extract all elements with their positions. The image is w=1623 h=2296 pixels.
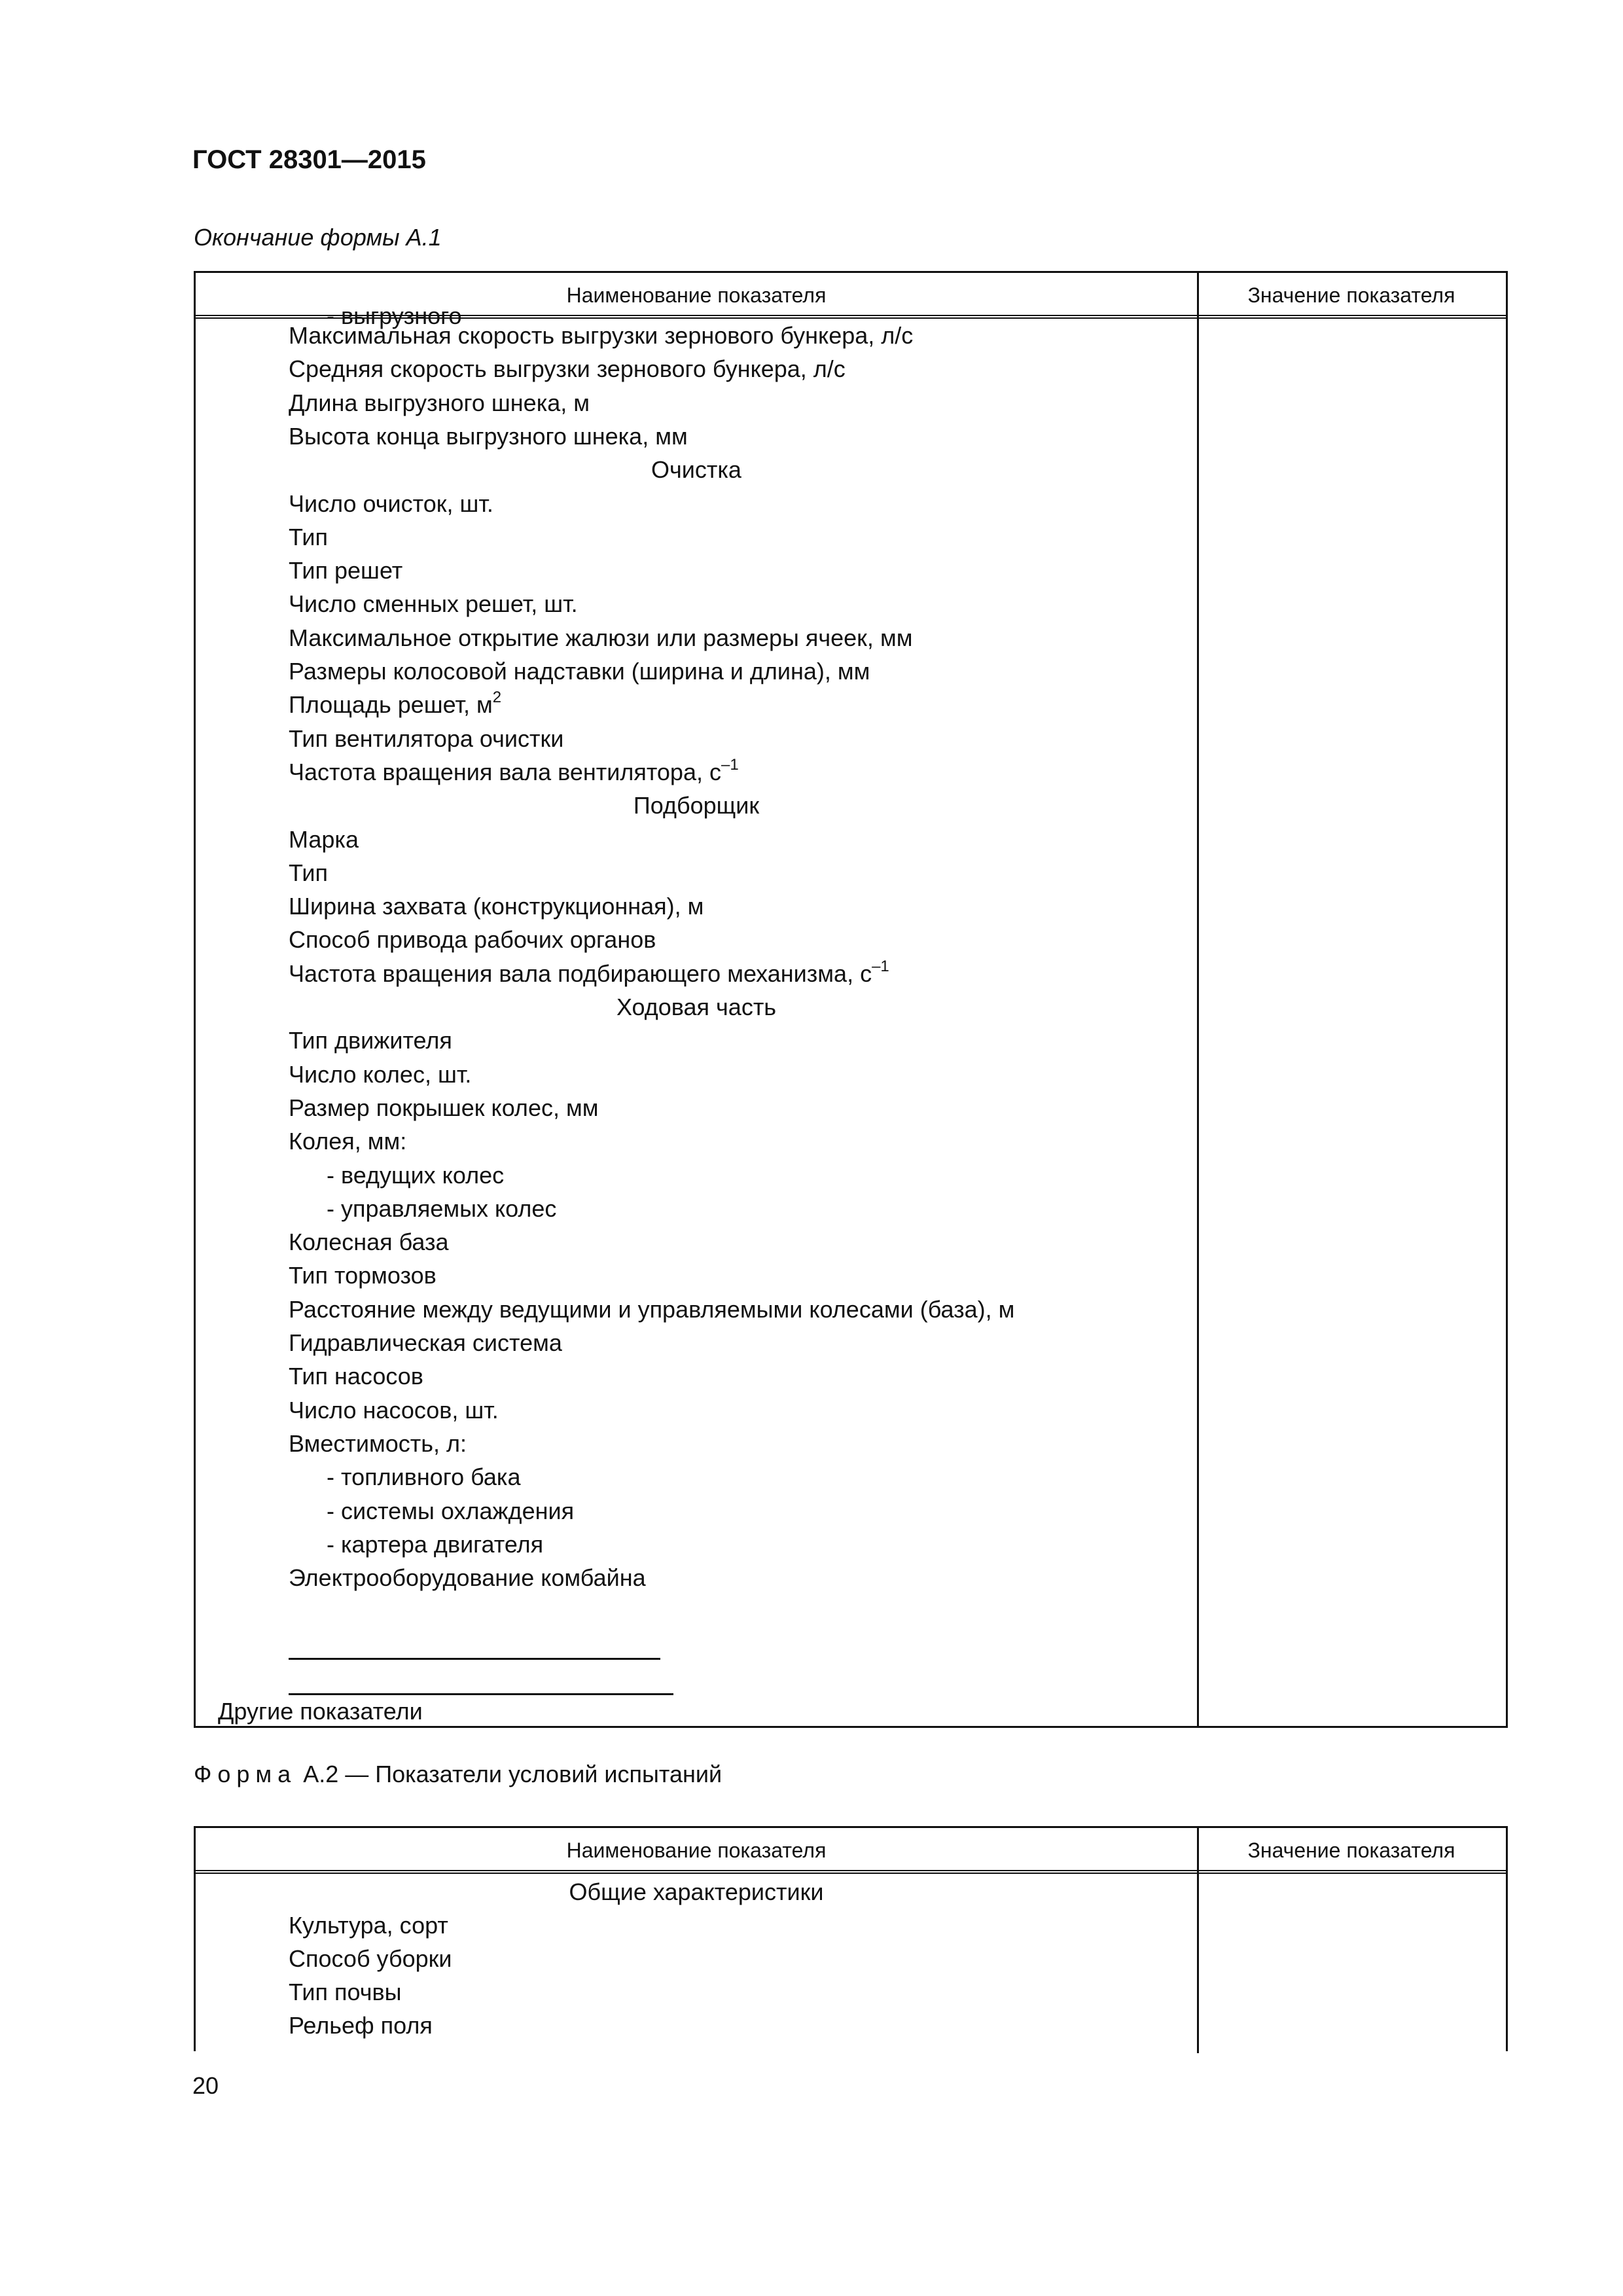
indicator-label: Площадь решет, м (289, 691, 493, 719)
indicator-row (289, 892, 704, 921)
indicator-row (289, 691, 501, 719)
unit-exponent: –1 (872, 957, 889, 975)
indicator-label: Частота вращения вала вентилятора, с (289, 758, 721, 785)
indicator-label: Колея, мм: (289, 1128, 407, 1155)
indicator-row (289, 859, 328, 888)
indicator-label: Тип тормозов (289, 1262, 437, 1289)
indicator-row (289, 1295, 1014, 1324)
indicator-row (327, 1497, 574, 1526)
form-a1-table (194, 271, 1508, 1728)
indicator-row (327, 1161, 504, 1190)
standard-designation: ГОСТ 28301—2015 (192, 145, 426, 174)
indicator-label: Тип почвы (289, 1979, 402, 2005)
unit-exponent: 2 (492, 689, 502, 707)
indicator-label: Колесная база (289, 1229, 449, 1256)
section-heading (196, 456, 1197, 484)
indicator-label: Марка (289, 825, 359, 853)
column-header-name: Наименование показателя (566, 1839, 827, 1862)
indicator-label: Средняя скорость выгрузки зернового бункера, л/с (289, 355, 846, 383)
column-header-value: Значение показателя (1247, 1839, 1455, 1862)
indicator-row (289, 624, 912, 653)
indicator-label: - системы охлаждения (327, 1497, 575, 1524)
indicator-row (289, 321, 913, 350)
indicator-label: Тип (289, 523, 329, 550)
indicator-row (289, 590, 578, 619)
indicator-row (289, 1228, 449, 1257)
blank-entry-line (289, 1658, 660, 1660)
indicator-row (289, 556, 402, 585)
indicator-label: Тип вентилятора очистки (289, 725, 564, 752)
indicator-label: Вместимость, л: (289, 1429, 467, 1457)
indicator-row (289, 725, 563, 753)
indicator-label: Число сменных решет, шт. (289, 590, 578, 618)
indicator-label: Ходовая часть (616, 994, 777, 1020)
indicator-label: Гидравлическая система (289, 1329, 562, 1356)
indicator-row (289, 1362, 423, 1391)
indicator-label: Высота конца выгрузного шнека, мм (289, 422, 688, 450)
column-divider (1197, 1828, 1199, 2053)
indicator-row (289, 490, 493, 518)
indicator-label: Частота вращения вала подбирающего механизма, с (289, 960, 872, 987)
indicator-label: Тип решет (289, 557, 403, 584)
column-divider (1197, 273, 1199, 1726)
indicator-row (289, 1127, 406, 1156)
indicator-row (289, 1911, 448, 1940)
indicator-row (289, 1261, 437, 1290)
indicator-row (289, 1564, 646, 1592)
indicator-label: - ведущих колес (327, 1161, 505, 1189)
form-a2-caption-title: А.2 — Показатели условий испытаний (296, 1761, 722, 1787)
indicator-row (289, 523, 328, 552)
form-a2-caption-label: Форма (194, 1761, 297, 1787)
indicator-row (289, 1329, 562, 1357)
indicator-label: Длина выгрузного шнека, м (289, 389, 590, 416)
indicator-row (289, 1978, 402, 2007)
indicator-label: - выгрузного (327, 302, 462, 329)
unit-exponent: –1 (721, 755, 739, 774)
column-header-value: Значение показателя (1247, 283, 1455, 307)
indicator-label: Число колес, шт. (289, 1060, 472, 1088)
indicator-row (289, 825, 359, 854)
page-number: 20 (192, 2072, 219, 2099)
indicator-row (289, 422, 688, 451)
indicator-label: - картера двигателя (327, 1530, 544, 1558)
indicator-label: Тип насосов (289, 1363, 423, 1390)
indicator-label: Число очисток, шт. (289, 490, 493, 517)
indicator-label: Размеры колосовой надставки (ширина и длина), мм (289, 658, 870, 685)
indicator-row (289, 389, 590, 418)
form-a2-caption (194, 1761, 722, 1788)
other-indicators-label: Другие показатели (218, 1698, 423, 1725)
form-a1-caption: Окончание формы А.1 (194, 224, 442, 251)
indicator-row (327, 1463, 520, 1492)
indicator-label: Рельеф поля (289, 2012, 433, 2039)
indicator-row (289, 1945, 452, 1973)
indicator-row (289, 1026, 452, 1055)
indicator-label: Общие характеристики (569, 1878, 824, 1905)
indicator-row (327, 1530, 543, 1559)
indicator-label: Ширина захвата (конструкционная), м (289, 893, 704, 920)
indicator-label: Тип (289, 859, 329, 886)
section-heading (196, 791, 1197, 820)
column-header-name: Наименование показателя (566, 283, 827, 307)
section-heading (196, 1878, 1197, 1907)
indicator-label: Электрооборудование комбайна (289, 1564, 646, 1592)
indicator-row (289, 925, 656, 954)
indicator-row (289, 1060, 471, 1089)
section-heading (196, 993, 1197, 1022)
form-a2-header-row (196, 1828, 1506, 1874)
indicator-label: Расстояние между ведущими и управляемыми колесами (база), м (289, 1295, 1015, 1323)
indicator-row (289, 957, 889, 988)
indicator-label: Подборщик (633, 792, 760, 819)
indicator-label: - топливного бака (327, 1463, 521, 1491)
indicator-label: Культура, сорт (289, 1912, 448, 1939)
indicator-row (289, 755, 739, 787)
indicator-label: Максимальное открытие жалюзи или размеры ячеек, мм (289, 624, 913, 651)
indicator-row (289, 1396, 499, 1425)
indicator-row (289, 355, 846, 384)
indicator-label: Тип движителя (289, 1027, 452, 1054)
indicator-row (289, 1429, 467, 1458)
indicator-label: Число насосов, шт. (289, 1396, 499, 1424)
indicator-label: - управляемых колес (327, 1194, 557, 1222)
blank-entry-line (289, 1693, 673, 1695)
indicator-label: Размер покрышек колес, мм (289, 1094, 599, 1121)
form-a2-table (194, 1826, 1508, 2051)
indicator-label: Способ привода рабочих органов (289, 926, 656, 954)
indicator-row (327, 1194, 556, 1223)
indicator-label: Способ уборки (289, 1945, 452, 1972)
indicator-row (289, 657, 870, 686)
indicator-label: Максимальная скорость выгрузки зернового бункера, л/с (289, 322, 914, 349)
indicator-label: Очистка (651, 456, 741, 484)
indicator-row (289, 2011, 433, 2040)
indicator-row (289, 1094, 598, 1122)
